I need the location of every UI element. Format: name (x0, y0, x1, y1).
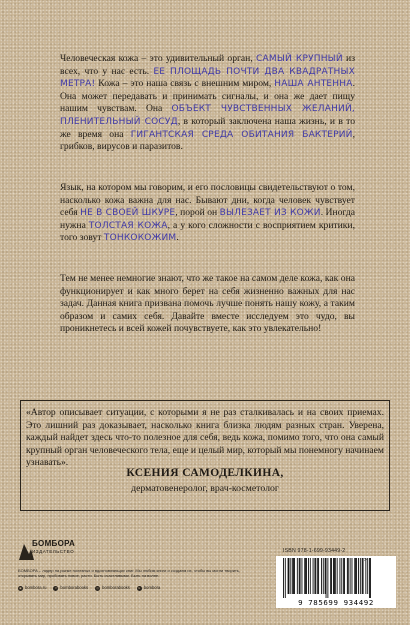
barcode-bar (360, 558, 361, 594)
social-links (18, 585, 253, 591)
paragraph-text: Кожа – это наша связь с внешним миром, (95, 78, 275, 90)
barcode-bar (300, 558, 301, 594)
social-vk[interactable] (53, 585, 88, 591)
barcode-bar (302, 558, 303, 594)
barcode-bar (283, 558, 284, 598)
barcode-bar (313, 558, 314, 594)
barcode-bar (369, 558, 370, 598)
telegram-icon: ➤ (137, 585, 141, 590)
barcode-bar (334, 558, 335, 594)
barcode-digits: 9 785699 934492 (298, 598, 374, 607)
barcode-bar (352, 558, 353, 594)
barcode-bar (330, 558, 331, 594)
highlight-largest: САМЫЙ КРУПНЫЙ (256, 54, 343, 64)
camera-icon: ◎ (96, 585, 100, 590)
barcode-bar (310, 558, 311, 594)
highlight-antenna: НАША АНТЕННА (274, 79, 353, 90)
barcode-bar (333, 558, 334, 594)
paragraph-text: Язык, на котором мы говорим, и его пословицы свидетельствуют о том, насколько кожа важна для нас. Бывают дни, когда человек чувствует себя (60, 182, 355, 219)
barcode-bar (344, 558, 345, 594)
barcode-bar (363, 558, 364, 594)
barcode-bar (337, 558, 338, 594)
social-instagram[interactable] (95, 585, 130, 591)
social-telegram[interactable] (137, 585, 161, 591)
paragraph-text: . (176, 232, 179, 244)
barcode-bar (321, 558, 322, 594)
barcode-bar (308, 558, 309, 594)
paragraph-text: Человеческая кожа – это удивительный орган, (60, 53, 257, 64)
barcode (283, 558, 371, 598)
highlight-object: ОБЪЕКТ ЧУВСТВЕННЫХ ЖЕЛАНИЙ, ПЛЕНИТЕЛЬНЫЙ СОСУД (60, 104, 355, 127)
highlight-idiom: НЕ В СВОЕЙ ШКУРЕ (80, 208, 176, 219)
barcode-bar (292, 558, 293, 594)
publisher-subtitle: ИЗДАТЕЛЬСТВО (32, 549, 75, 554)
paragraph-text: , порой он (175, 207, 220, 219)
paragraph-text: из всех, что у нас есть. (60, 53, 355, 77)
paragraph-purpose: Тем не менее немногие знают, что же такое на самом деле кожа, как она функционирует и как много берет на себя жизненно важных для нас задач. Данная книга призвана помочь лучше понять нашу кожу, а таким образом и самих себя. Давайте вместе исследуем это чудо, вы проникнетесь и всей кожей почувствуете, как это увлекательно! (60, 273, 355, 335)
barcode-bar (326, 558, 327, 598)
review-quote: «Автор описывает ситуации, с которыми я не раз сталкивалась и на своих приемах. Это лишний раз доказывает, насколько книга близка людям разных стран. Уверена, каждый найдет здесь что-то полезное для себя, ведь кожа, помимо того, что она самый крупный орган человеческого тела, еще и целый мир, который мы понемногу начинаем узнавать». (26, 407, 384, 469)
publisher-tagline: БОМБОРА – лидер на рынке полезных и вдохновляющих книг. Мы любим книги и создаем их, чтобы вы могли творить, открывать мир, пробовать новое, расти. Быть счастливыми. Быть на волне. (18, 568, 240, 579)
barcode-bar (350, 558, 351, 594)
social-site[interactable] (18, 585, 46, 591)
barcode-bar (343, 558, 344, 594)
barcode-bar (315, 558, 316, 594)
highlight-idiom: ТОЛСТАЯ КОЖА (88, 220, 168, 231)
barcode-bar (347, 558, 348, 594)
barcode-bar (305, 558, 306, 594)
barcode-bar (356, 558, 357, 594)
barcode-bar (299, 558, 300, 594)
paragraph-text: , а у кого сложности с восприятием критики, того зовут (60, 219, 355, 244)
paragraph-text: , грибков, вирусов и паразитов. (60, 128, 355, 153)
vk-icon: v (55, 585, 57, 590)
barcode-bar (370, 558, 371, 598)
barcode-bar (304, 558, 305, 594)
social-label: bombora (143, 585, 161, 590)
social-label: bombora.ru (25, 585, 47, 590)
barcode-bar (290, 558, 291, 594)
paragraph-text: . Иногда нужна (60, 207, 356, 231)
barcode-bar (348, 558, 349, 594)
barcode-bar (297, 558, 298, 594)
social-label: bomborabooks (60, 585, 89, 590)
barcode-bar (327, 558, 328, 598)
barcode-bar (317, 558, 318, 594)
barcode-bar (331, 558, 332, 594)
barcode-bar (314, 558, 315, 594)
paragraph-text: . Она может передавать и принимать сигналы, и она же дает пищу нашим чувствам. Она (60, 78, 355, 115)
paragraph-intro (60, 53, 355, 154)
globe-icon: ◉ (19, 585, 22, 590)
barcode-bar (294, 558, 295, 594)
publisher-name: БОМБОРА (32, 539, 76, 548)
barcode-bar (335, 558, 336, 594)
barcode-bar (288, 558, 289, 594)
paragraph-text: , в который заключена наша жизнь, и в то же время она (60, 115, 356, 140)
barcode-bar (362, 558, 363, 594)
barcode-bar (306, 558, 307, 594)
barcode-bar (358, 558, 359, 594)
social-label: bomborabooks (102, 585, 130, 590)
barcode-bar (340, 558, 341, 594)
barcode-bar (355, 558, 356, 594)
barcode-bar (293, 558, 294, 594)
highlight-area: ЕЕ ПЛОЩАДЬ ПОЧТИ ДВА КВАДРАТНЫХ МЕТРА! (60, 66, 355, 90)
barcode-bar (285, 558, 286, 598)
barcode-addon: > (364, 557, 368, 563)
barcode-bar (354, 558, 355, 594)
barcode-bar (323, 558, 324, 594)
quote-author: КСЕНИЯ САМОДЕЛКИНА, (126, 467, 284, 479)
paragraph-language (60, 182, 355, 245)
isbn-number: ISBN 978-1-699-93449-2 (283, 548, 346, 554)
barcode-bar (367, 558, 368, 594)
highlight-habitat: ГИГАНТСКАЯ СРЕДА ОБИТАНИЯ БАКТЕРИЙ (130, 129, 353, 140)
highlight-idiom: ТОНКОКОЖИМ (103, 233, 177, 244)
barcode-bar (289, 558, 290, 594)
barcode-bar (318, 558, 319, 594)
barcode-bar (365, 558, 366, 594)
quote-author-role: дерматовенеролог, врач-косметолог (131, 483, 279, 494)
barcode-bar (325, 558, 326, 594)
highlight-idiom: ВЫЛЕЗАЕТ ИЗ КОЖИ (219, 208, 321, 219)
barcode-bar (341, 558, 342, 594)
